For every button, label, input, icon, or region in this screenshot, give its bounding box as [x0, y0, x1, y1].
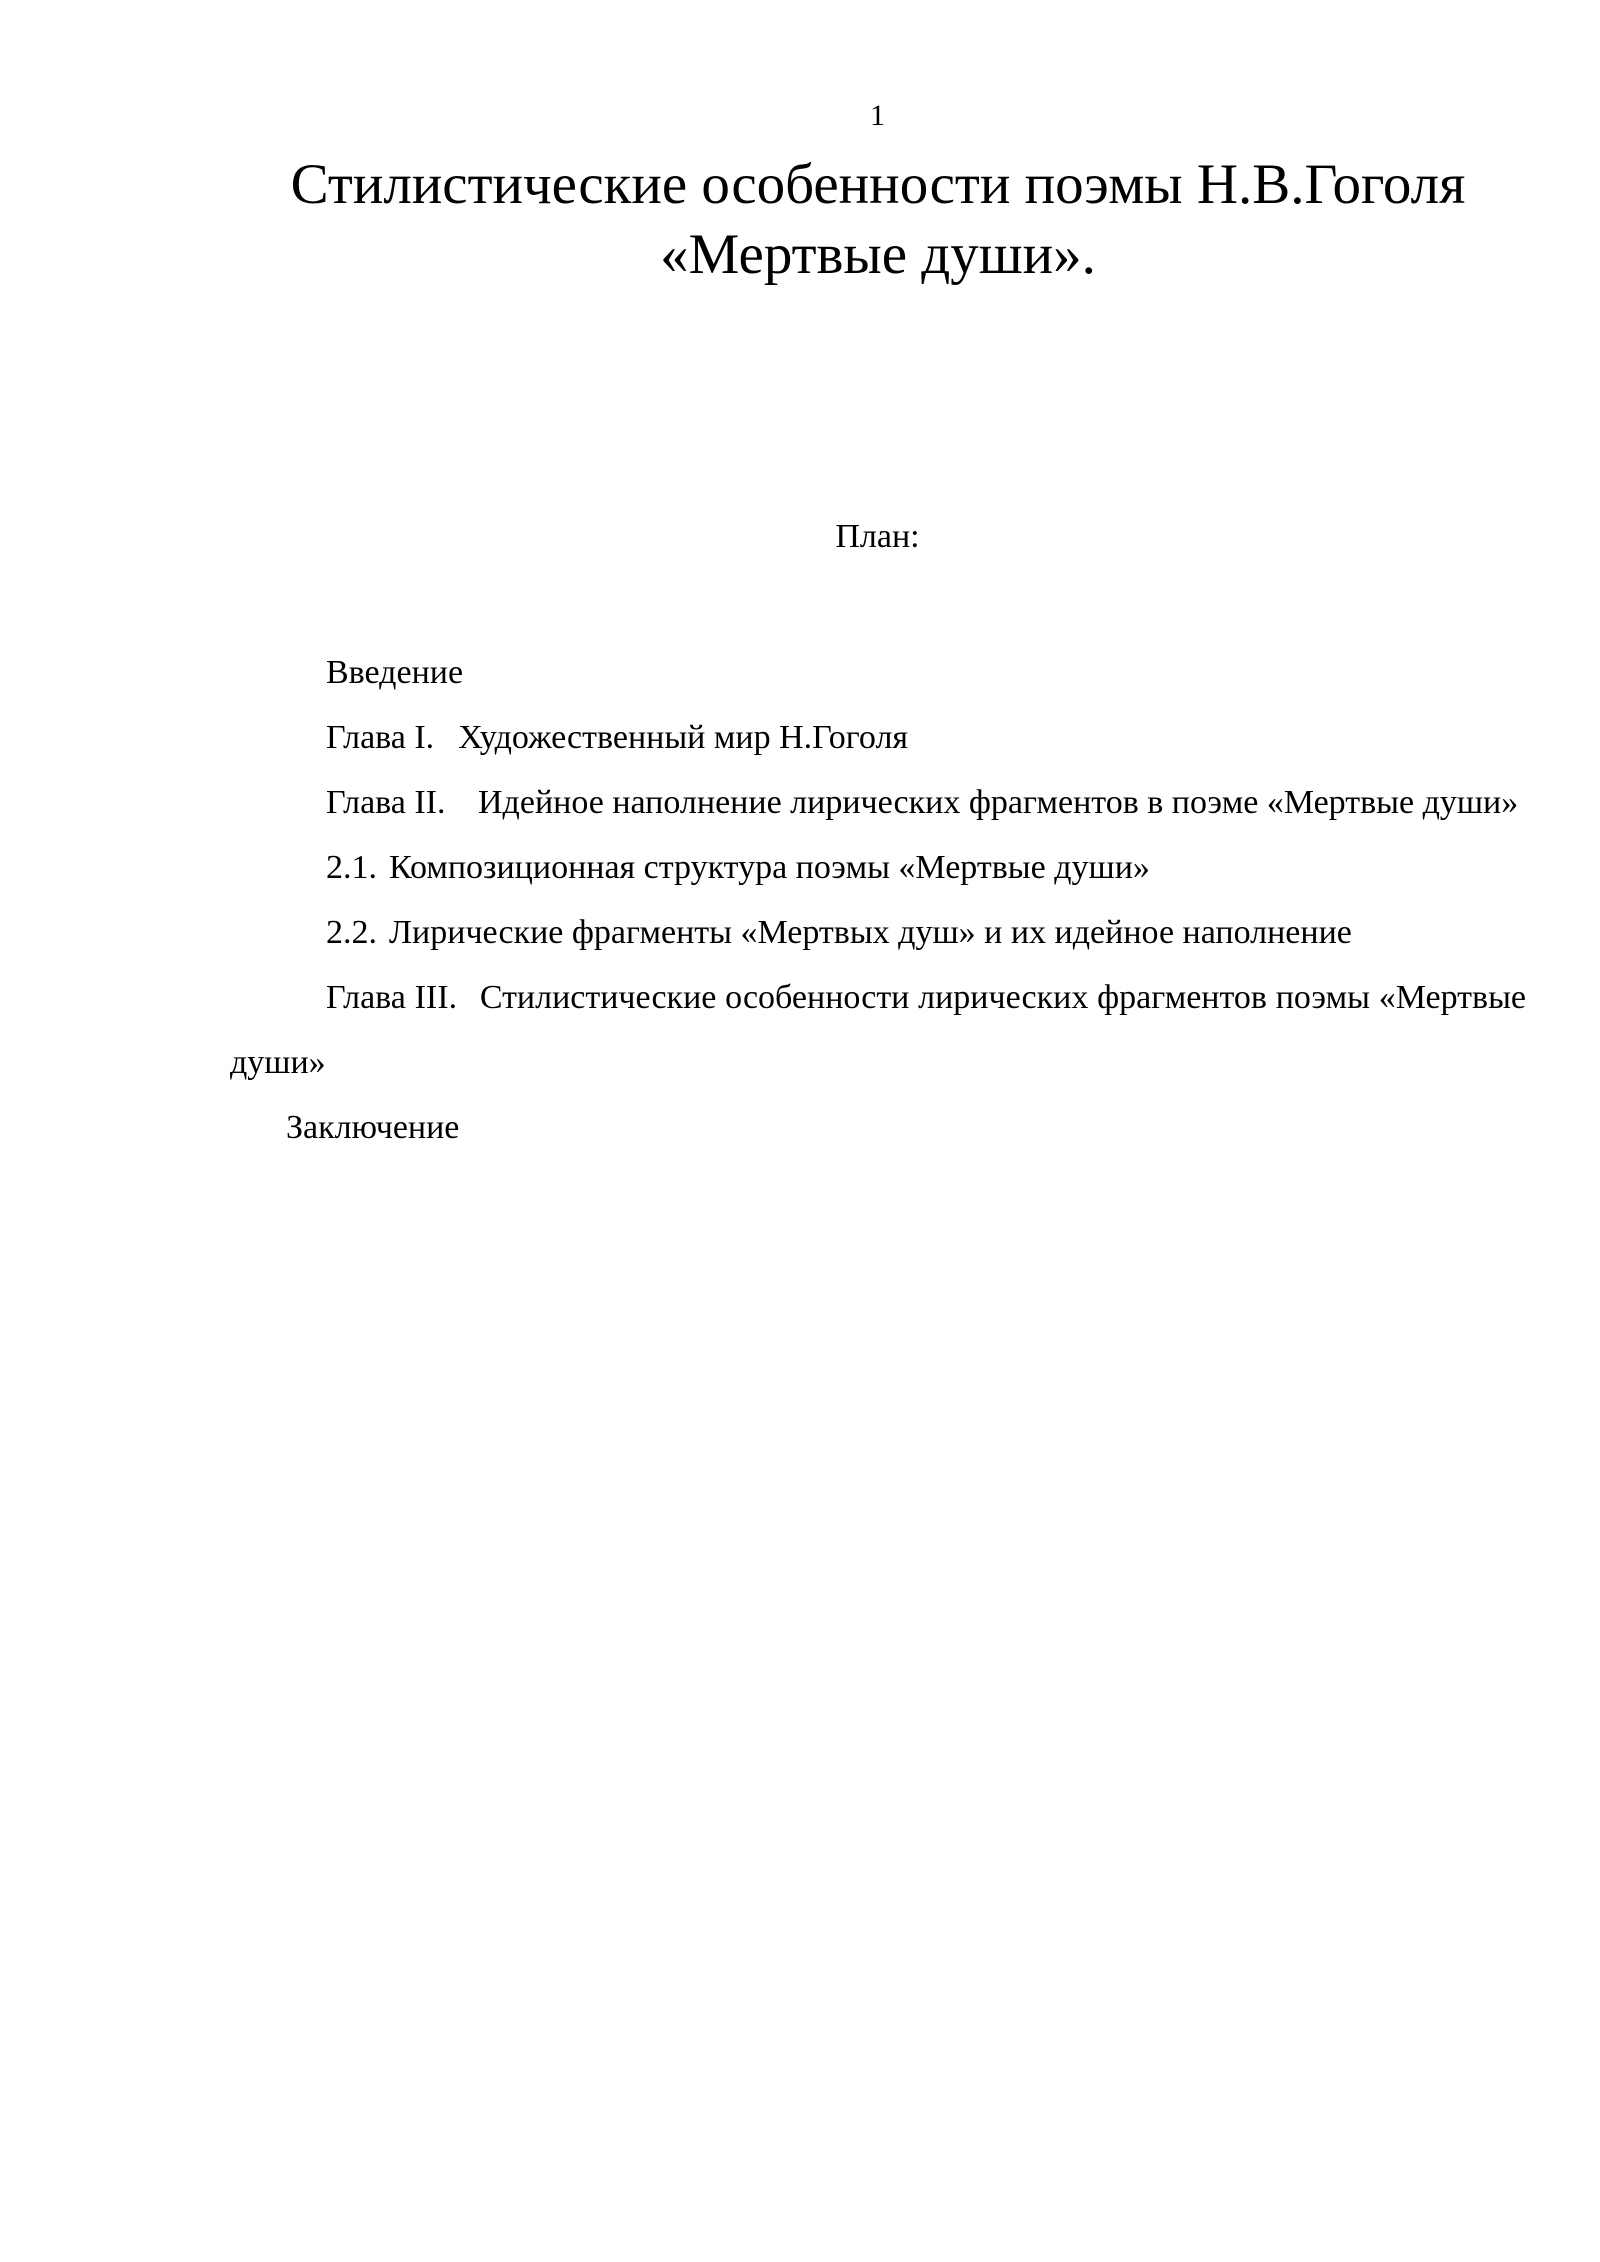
toc-item-label: Художественный мир Н.Гоголя: [458, 719, 909, 756]
toc-item-number: Глава III.: [326, 979, 458, 1016]
toc-item-chapter-3: [230, 965, 1526, 1095]
toc-item-introduction: [230, 640, 1526, 705]
plan-heading: План:: [835, 518, 920, 555]
toc-item-label: Композиционная структура поэмы «Мертвые души»: [389, 849, 1150, 886]
toc-item-label: Стилистические особенности лирических фрагментов поэмы «Мертвые души»: [230, 979, 1527, 1081]
toc-item-conclusion: [230, 1095, 1526, 1160]
toc-item-label: Идейное наполнение лирических фрагментов в поэме «Мертвые души»: [478, 784, 1519, 821]
toc-item-number: Глава II.: [326, 784, 446, 821]
toc-item-number: Глава I.: [326, 719, 435, 756]
page-number: 1: [870, 99, 885, 132]
toc-item-number: 2.1.: [326, 849, 377, 886]
toc-item-section-2-2: [230, 900, 1526, 965]
document-title: [230, 150, 1526, 290]
title-line-2: «Мертвые души».: [660, 223, 1096, 286]
toc-item-chapter-1: [230, 705, 1526, 770]
table-of-contents: [230, 640, 1526, 1160]
toc-item-label: Заключение: [286, 1109, 460, 1146]
toc-item-label: Введение: [326, 654, 464, 691]
toc-item-section-2-1: [230, 835, 1526, 900]
toc-item-number: 2.2.: [326, 914, 377, 951]
toc-item-label: Лирические фрагменты «Мертвых душ» и их идейное наполнение: [389, 914, 1352, 951]
toc-item-chapter-2: [230, 770, 1526, 835]
title-line-1: Стилистические особенности поэмы Н.В.Гоголя: [290, 153, 1466, 216]
